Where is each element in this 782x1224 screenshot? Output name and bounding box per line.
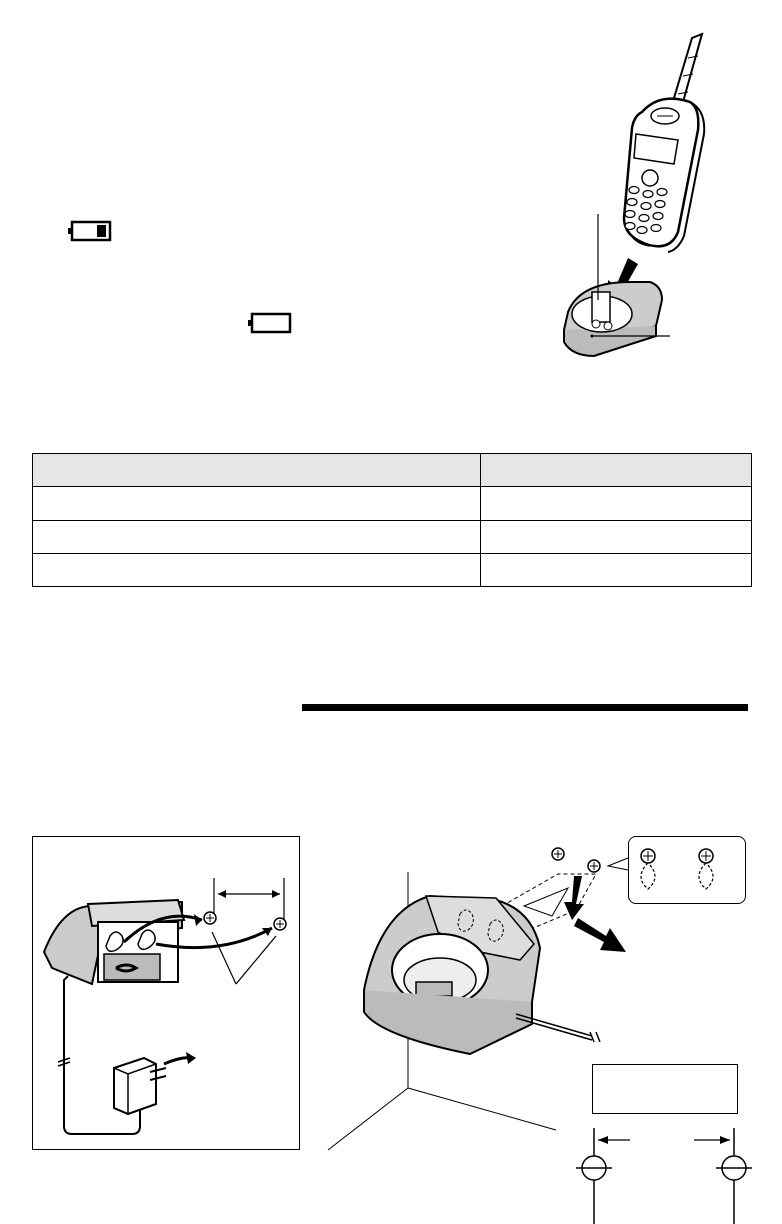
screw-hole-template (570, 1124, 770, 1224)
table-row (33, 553, 752, 586)
table-row (33, 487, 752, 520)
info-table (32, 453, 752, 587)
cordless-handset-icon (624, 99, 704, 252)
ac-adaptor-icon (114, 1058, 166, 1114)
table-cell (481, 520, 752, 553)
battery-partial-icon (68, 221, 112, 241)
keyhole-detail-icons (600, 836, 750, 906)
template-label-box (592, 1064, 738, 1114)
table-cell (481, 487, 752, 520)
crosshair-icon (576, 1156, 612, 1180)
screw-icon (699, 849, 713, 863)
table-row (33, 520, 752, 553)
table-cell (33, 553, 481, 586)
table-header-row (33, 454, 752, 487)
table-cell (481, 553, 752, 586)
screw-icon (588, 860, 600, 872)
handset-on-base-illustration (550, 30, 770, 370)
screw-icon (641, 849, 655, 863)
charger-base-icon (564, 282, 662, 356)
table-cell (481, 454, 752, 487)
section-divider (302, 704, 748, 711)
crosshair-icon (716, 1156, 752, 1180)
table-cell (33, 454, 481, 487)
screw-icon (552, 848, 564, 860)
wall-mount-rear-illustration (32, 836, 300, 1150)
battery-empty-icon (248, 313, 292, 333)
table-cell (33, 487, 481, 520)
table-cell (33, 520, 481, 553)
